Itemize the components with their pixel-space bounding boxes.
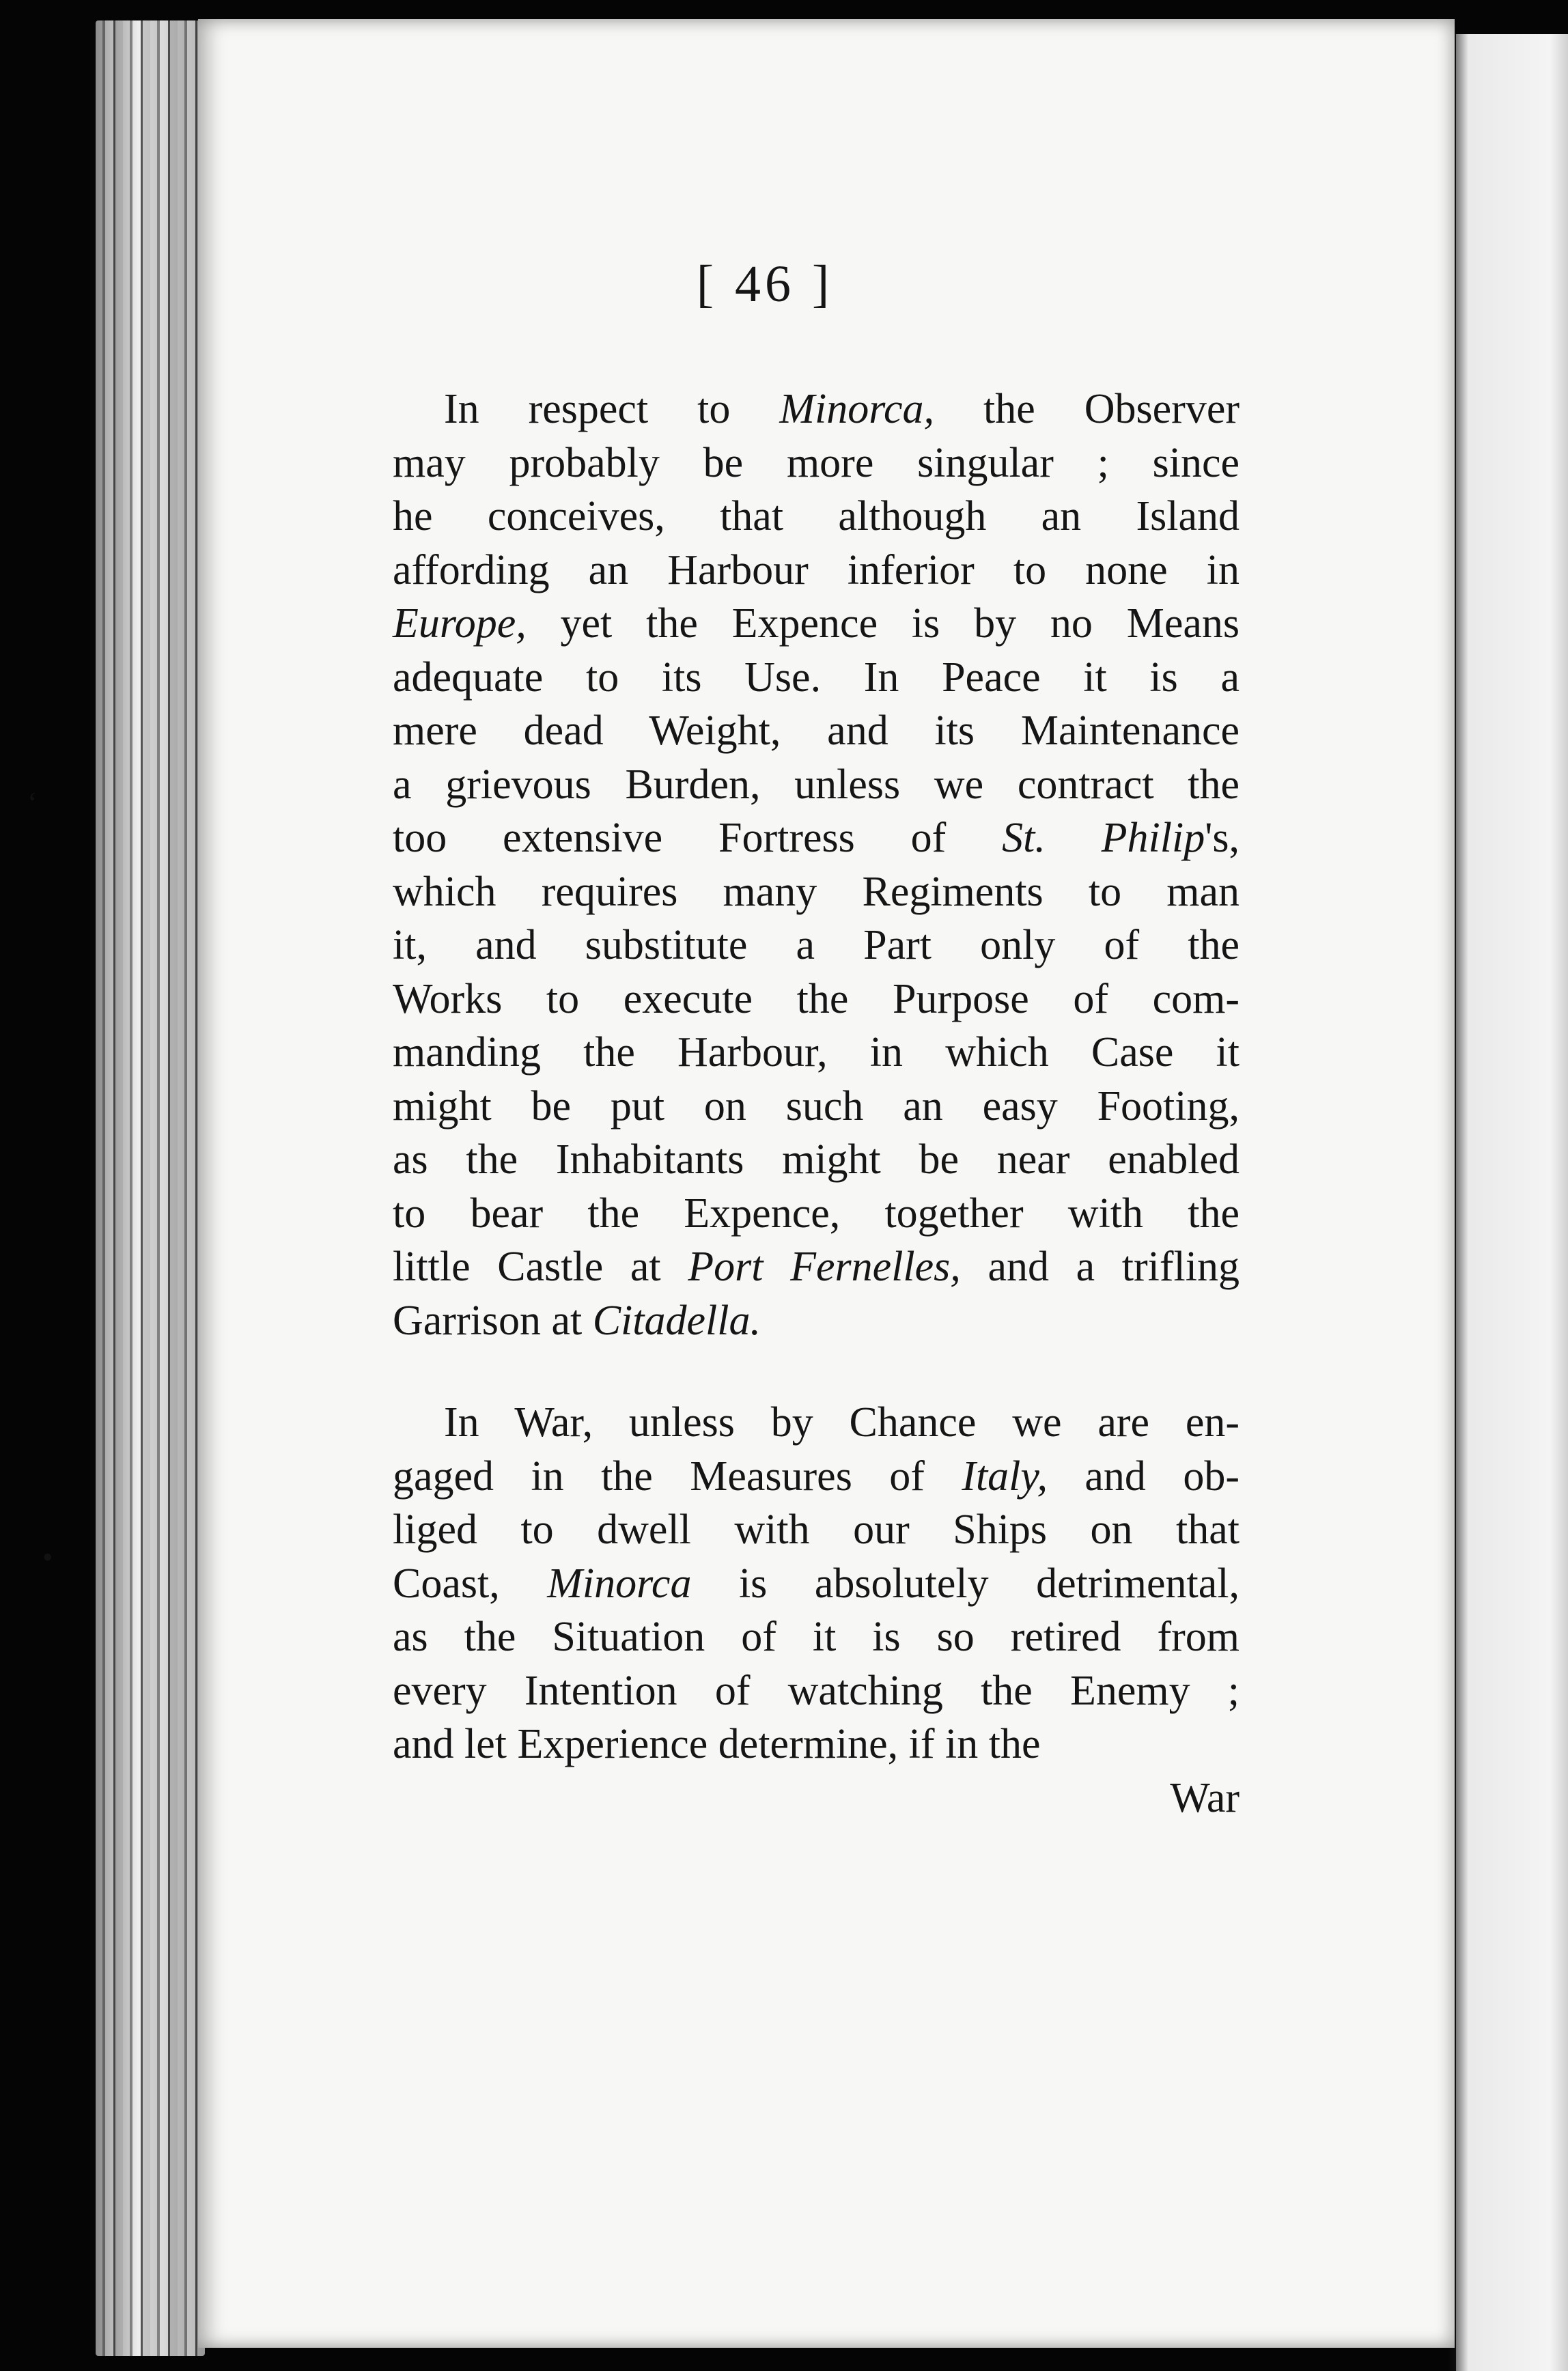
text-run: gaged in the Measures of [393,1453,962,1500]
text-line [393,436,1240,490]
text-run: every Intention of watching the Enemy ; [393,1667,1240,1714]
text-run: as the Inhabitants might be near enabled [393,1136,1240,1183]
margin-mark: • [42,1541,53,1574]
text-run: and let Experience determine, if in the [393,1721,1041,1767]
text-run: manding the Harbour, in which Case it [393,1029,1240,1076]
text-line [393,865,1240,919]
body-text [393,382,1240,1825]
text-line [393,1450,1240,1504]
text-line [393,1294,1240,1348]
text-line [393,651,1240,705]
text-run: 's, [1205,815,1240,861]
text-line [393,811,1240,865]
text-run: affording an Harbour inferior to none in [393,546,1240,593]
text-run: it, and substitute a Part only of the [393,922,1240,968]
text-run: In War, unless by Chance we are en- [444,1399,1240,1446]
italic-run: Italy, [962,1453,1048,1500]
text-run: In respect to [444,386,780,432]
text-run: and a trifling [960,1244,1240,1290]
text-line [393,1080,1240,1134]
text-run: Works to execute the Purpose of com- [393,975,1240,1022]
text-run: as the Situation of it is so retired from [393,1614,1240,1660]
text-run: is absolutely detrimental, [691,1560,1240,1607]
text-run: mere dead Weight, and its Maintenance [393,707,1240,754]
text-line [393,1133,1240,1187]
text-run: liged to dwell with our Ships on that [393,1506,1240,1553]
text-run: which requires many Regiments to man [393,868,1240,915]
text-line [393,1503,1240,1557]
italic-run: Citadella. [592,1297,761,1344]
text-line [393,1664,1240,1718]
text-run: he conceives, that although an Island [393,493,1240,539]
text-run: adequate to its Use. In Peace it is a [393,654,1240,701]
italic-run: St. Philip [1002,815,1205,861]
text-run: Garrison at [393,1297,593,1344]
text-line [393,758,1240,812]
text-run: to bear the Expence, together with the [393,1190,1240,1237]
book-fore-edge [96,20,205,2356]
book-page [198,19,1455,2348]
margin-mark: ʻ [27,786,38,819]
text-line [393,1187,1240,1241]
text-line [393,382,1240,436]
italic-run: Port Fernelles, [688,1244,961,1290]
text-run: Coast, [393,1560,548,1607]
text-line [393,1240,1240,1294]
text-line [393,1396,1240,1450]
catchword: War [1170,1774,1240,1821]
text-line [393,597,1240,651]
paragraph [393,1396,1240,1825]
page-number: [ 46 ] [696,255,834,313]
text-line [393,1717,1240,1771]
text-line [393,1026,1240,1080]
text-line [393,1557,1240,1611]
text-line [393,704,1240,758]
text-line [393,1610,1240,1664]
text-line [393,490,1240,544]
text-run: the Observer [934,386,1240,432]
text-run: a grievous Burden, unless we contract the [393,761,1240,808]
text-run: little Castle at [393,1244,688,1290]
text-run: yet the Expence is by no Means [526,600,1240,647]
text-run: and ob- [1048,1453,1240,1500]
paragraph [393,382,1240,1347]
italic-run: Minorca [547,1560,692,1607]
text-run: might be put on such an easy Footing, [393,1082,1240,1130]
italic-run: Europe, [393,600,527,647]
text-line [393,972,1240,1026]
text-line [393,918,1240,972]
text-line [393,544,1240,598]
facing-page-edge [1448,34,1568,2371]
text-run: may probably be more singular ; since [393,439,1240,486]
text-run: too extensive Fortress of [393,815,1003,861]
italic-run: Minorca, [779,386,935,432]
